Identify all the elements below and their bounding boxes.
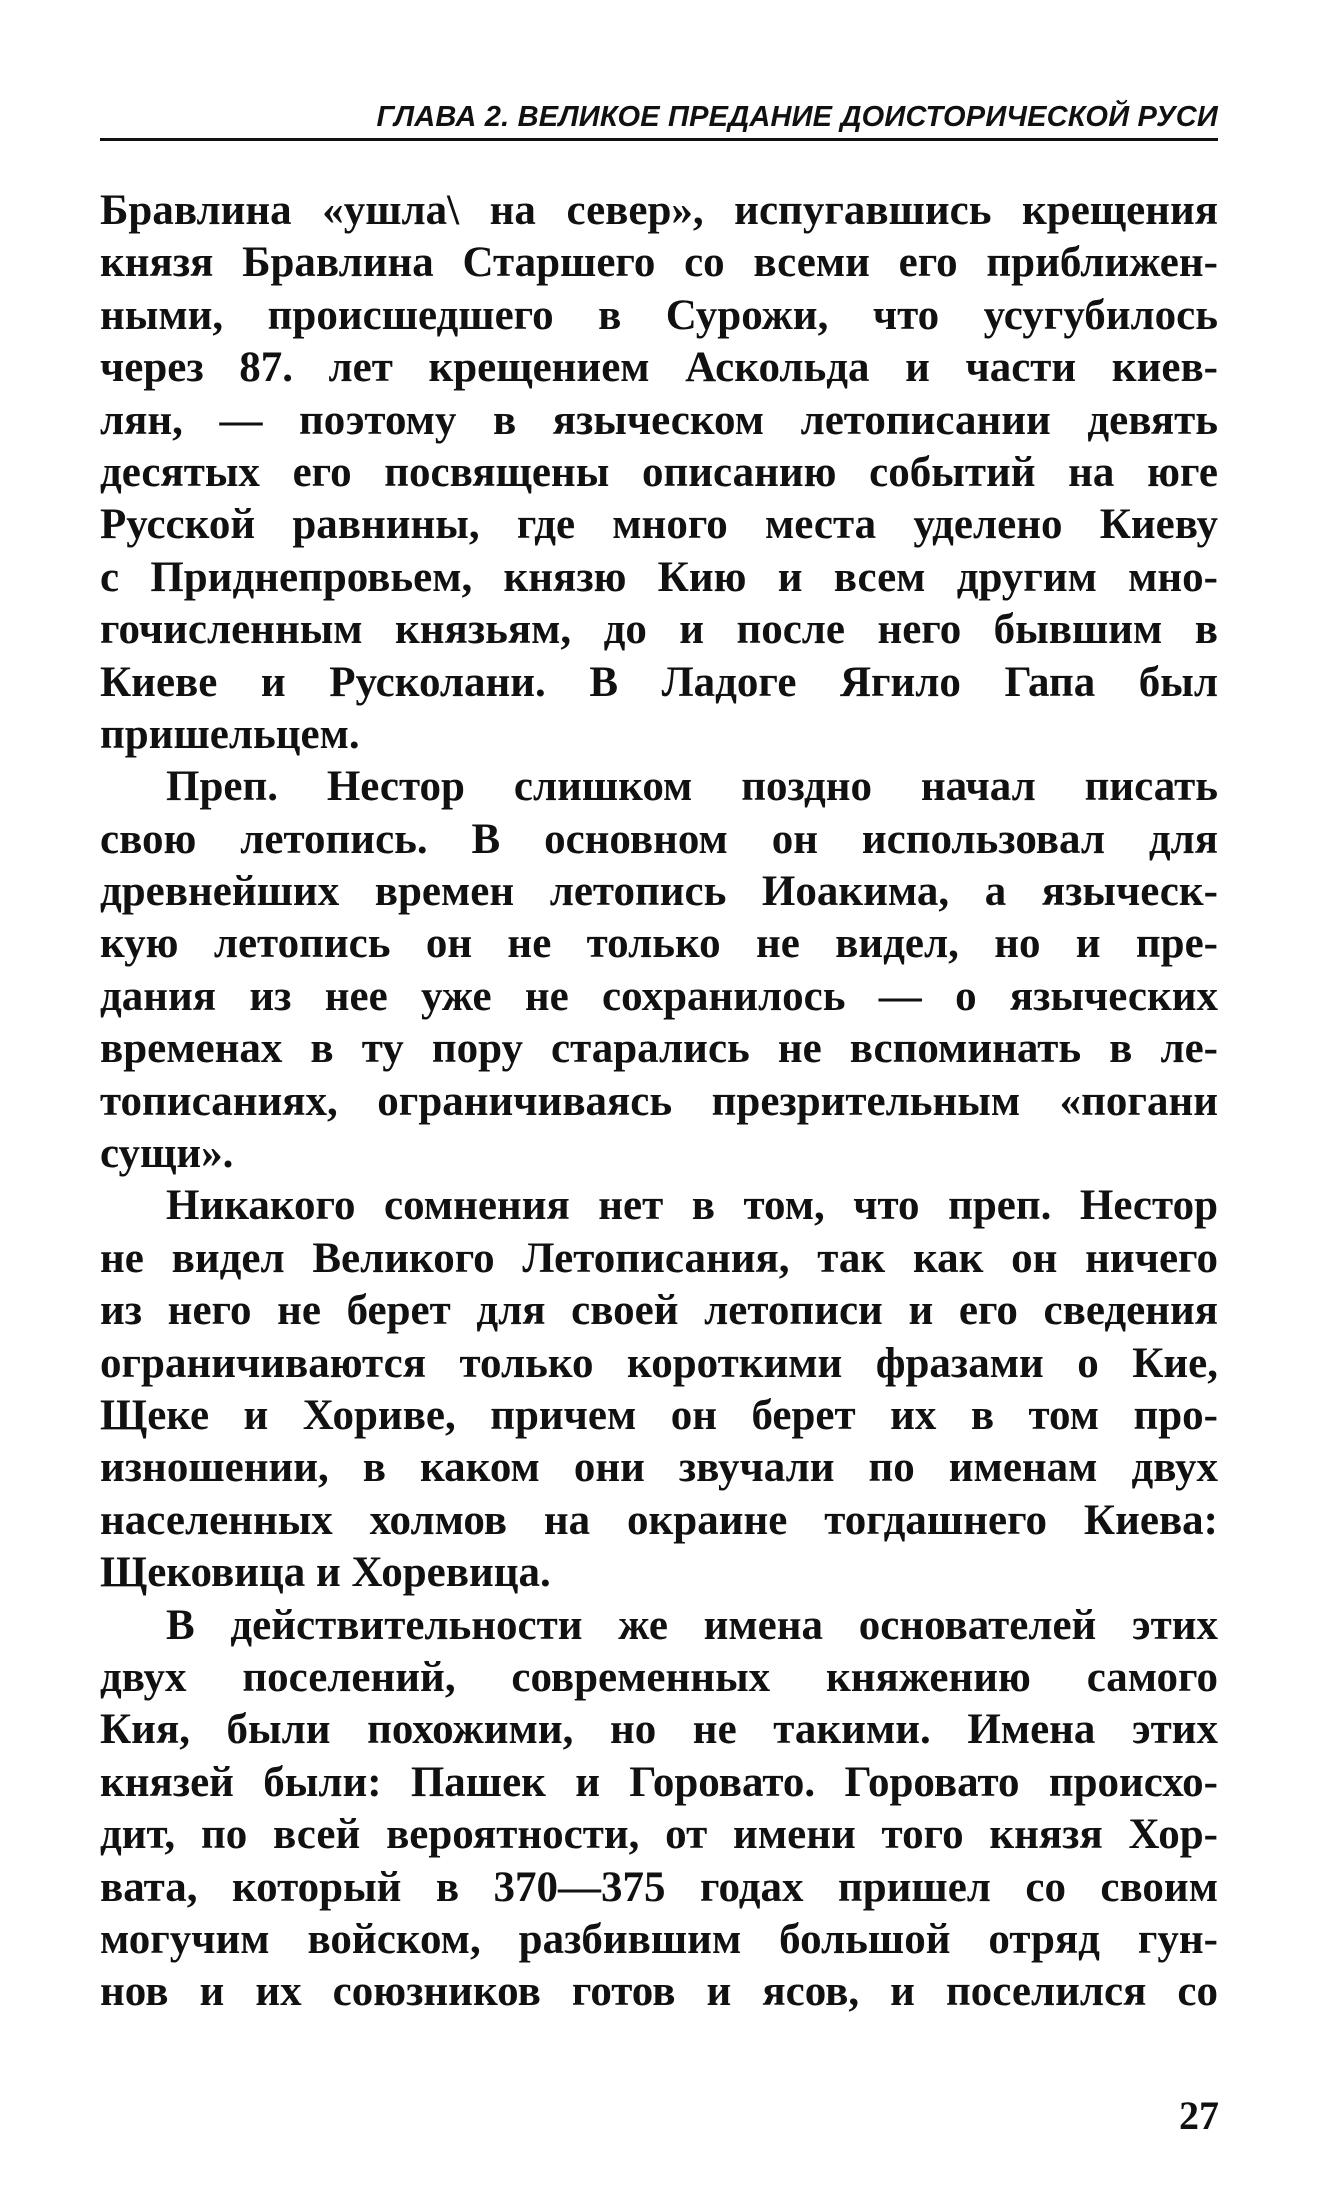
text-line: ными, происшедшего в Сурожи, что усугубилось <box>100 291 1218 339</box>
text-line: Бравлина «ушла\ на север», испугавшись крещения <box>100 187 1218 234</box>
text-line: дания из нее уже не сохранилось — о языческих <box>100 972 1218 1020</box>
text-line: Никакого сомнения нет в том, что преп. Нестор <box>166 1182 1218 1230</box>
chapter-title: ГЛАВА 2. ВЕЛИКОЕ ПРЕДАНИЕ ДОИСТОРИЧЕСКОЙ РУСИ <box>376 101 1218 133</box>
text-line: В действительности же имена основателей этих <box>166 1601 1218 1649</box>
text-line: древнейших времен летопись Иоакима, а языческ- <box>100 868 1218 916</box>
text-line: двух поселений, современных княжению самого <box>100 1653 1218 1701</box>
text-line: свою летопись. В основном он использовал для <box>100 815 1218 863</box>
text-line: тописаниях, ограничиваясь презрительным «погани <box>100 1077 1218 1125</box>
text-line: населенных холмов на окраине тогдашнего Киева: <box>100 1496 1218 1544</box>
text-line: Щековица и Хоревица. <box>100 1549 551 1597</box>
text-line: дит, по всей вероятности, от имени того князя Хор- <box>100 1811 1218 1859</box>
text-line: Кия, были похожими, но не такими. Имена этих <box>100 1706 1218 1754</box>
text-line: сущи». <box>100 1130 234 1178</box>
text-line: князя Бравлина Старшего со всеми его приближен- <box>100 239 1218 287</box>
text-line: Киеве и Русколани. В Ладоге Ягило Гапа был <box>100 658 1218 706</box>
text-line: пришельцем. <box>100 710 360 758</box>
text-line: князей были: Пашек и Горовато. Горовато происхо- <box>100 1758 1218 1806</box>
text-line: могучим войском, разбившим большой отряд гун- <box>100 1915 1218 1963</box>
text-line: вата, который в 370—375 годах пришел со своим <box>100 1863 1218 1911</box>
text-line: изношении, в каком они звучали по именам двух <box>100 1444 1218 1492</box>
text-line: гочисленным князьям, до и после него бывшим в <box>100 606 1218 654</box>
text-line: Преп. Нестор слишком поздно начал писать <box>166 763 1218 811</box>
text-line: через 87. лет крещением Аскольда и части киев- <box>100 344 1218 392</box>
text-line: Щеке и Хориве, причем он берет их в том про- <box>100 1391 1218 1439</box>
text-line: из него не берет для своей летописи и его сведения <box>100 1287 1218 1335</box>
text-line: нов и их союзников готов и ясов, и поселился со <box>100 1968 1218 2016</box>
text-line: ограничиваются только короткими фразами о Кие, <box>100 1339 1218 1387</box>
text-line: Русской равнины, где много места уделено Киеву <box>100 501 1218 549</box>
text-line: десятых его посвящены описанию событий на юге <box>100 448 1218 496</box>
text-line: лян, — поэтому в языческом летописании девять <box>100 396 1218 444</box>
text-line: не видел Великого Летописания, так как он ничего <box>100 1234 1218 1282</box>
text-line: временах в ту пору старались не вспоминать в ле- <box>100 1025 1218 1073</box>
text-line: кую летопись он не только не видел, но и пре- <box>100 920 1218 968</box>
body-text <box>100 185 1218 2019</box>
running-head <box>100 92 1218 141</box>
page-number: 27 <box>1179 2093 1219 2138</box>
text-line: с Приднепровьем, князю Кию и всем другим мно- <box>100 553 1218 601</box>
